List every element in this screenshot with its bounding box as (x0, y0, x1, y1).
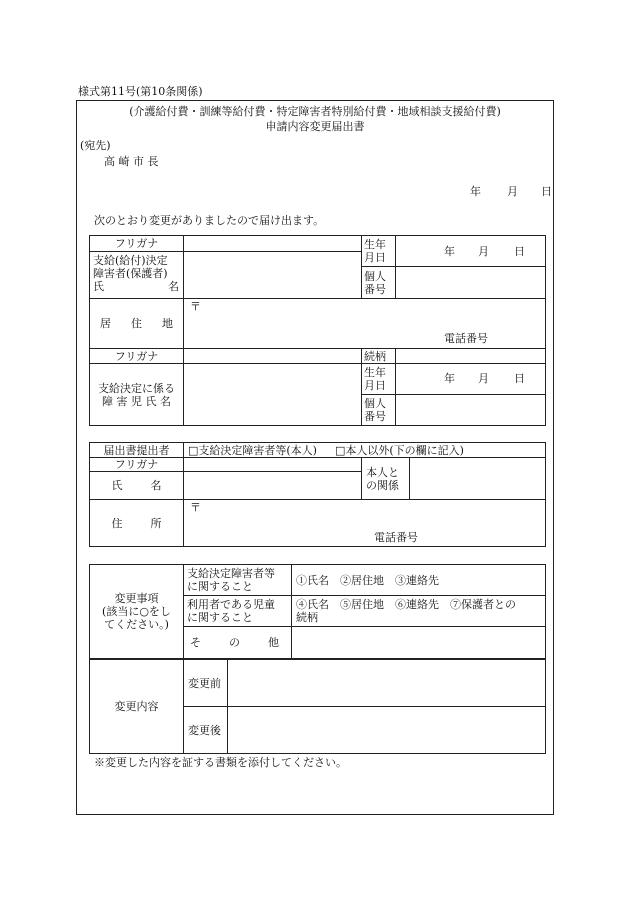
row2-label-cell (184, 596, 292, 627)
date-day: 日 (541, 185, 552, 198)
row3-c: 他 (268, 636, 279, 649)
child-birth-label-1: 生年 (364, 366, 386, 379)
child-birth-day: 日 (514, 372, 525, 385)
before-input[interactable] (228, 660, 546, 707)
relation-label-cell (362, 349, 396, 364)
change-items-label-cell (90, 565, 184, 659)
sub-postal-mark: 〒 (190, 501, 201, 514)
child-name-input[interactable] (184, 364, 362, 426)
child-personal-number-input[interactable] (396, 395, 546, 426)
residence-postal-mark: 〒 (190, 300, 201, 313)
after-label: 変更後 (188, 723, 221, 737)
form-number: 様式第11号(第10条関係) (78, 85, 203, 98)
option-self-checkbox[interactable]: □支給決定障害者等(本人) (188, 443, 317, 457)
row1-options-text: ①氏名 ②居住地 ③連絡先 (296, 573, 439, 587)
birth-label-1: 生年 (364, 238, 386, 251)
change-items-2: (該当に○をし (102, 605, 171, 618)
applicant-label-2: 障害者(保護者) (93, 267, 168, 280)
sub-name-label-cell (90, 472, 184, 500)
submitter-label: 届出書提出者 (103, 443, 170, 457)
date-year: 年 (470, 185, 481, 198)
row3-b: の (229, 636, 240, 649)
submitter-options (184, 443, 546, 458)
furigana2-input[interactable] (184, 349, 362, 364)
personal-label-1: 個人 (364, 269, 386, 283)
sub-address-a: 住 (111, 516, 123, 530)
footnote: ※変更した内容を証する書類を添付してください。 (94, 756, 347, 769)
child-label-1: 支給決定に係る (98, 381, 175, 395)
birth-date-field[interactable] (396, 236, 546, 267)
date-month: 月 (507, 185, 518, 198)
residence-phone-label: 電話番号 (444, 332, 488, 345)
row3-label-cell (184, 627, 292, 659)
row3-a: そ (190, 636, 201, 649)
child-birth-year: 年 (444, 372, 455, 385)
applicant-table (89, 235, 546, 426)
content-label-cell (90, 660, 184, 754)
sub-relation-label-2: の関係 (366, 478, 399, 492)
form-title-line1: (介護給付費・訓練等給付費・特定障害者特別給付費・地域相談支援給付費) (129, 105, 501, 118)
sub-relation-label-1: 本人と (366, 465, 399, 479)
birth-label-cell (362, 236, 396, 267)
sub-furigana-input[interactable] (184, 458, 362, 472)
residence-b: 住 (131, 317, 142, 330)
relation-input[interactable] (396, 349, 546, 364)
form-title: 申請内容変更届出書 (265, 120, 365, 133)
sub-address-label-cell (90, 500, 184, 547)
child-birth-label-cell (362, 364, 396, 395)
child-birth-date-field[interactable] (396, 364, 546, 395)
sub-phone-label: 電話番号 (374, 531, 418, 544)
row2-options[interactable] (292, 596, 546, 627)
change-table (89, 564, 546, 659)
applicant-label-1: 支給(給付)決定 (93, 254, 168, 267)
addressee-label: (宛先) (80, 139, 111, 152)
option-other-checkbox[interactable]: □本人以外(下の欄に記入) (334, 443, 464, 457)
row2-options-1: ④氏名 ⑤居住地 ⑥連絡先 ⑦保護者との (296, 598, 516, 611)
child-name-label-cell (90, 364, 184, 426)
content-label: 変更内容 (114, 700, 159, 713)
child-personal-label-cell (362, 395, 396, 426)
intro-text: 次のとおり変更がありましたので届け出ます。 (94, 214, 325, 227)
birth-label-2: 月日 (364, 251, 386, 264)
sub-furigana-label: フリガナ (114, 458, 159, 471)
applicant-name-label-cell (90, 252, 184, 299)
row2-label-1: 利用者である児童 (187, 598, 275, 611)
birth-year: 年 (444, 245, 455, 258)
sub-furigana-label-cell (90, 458, 184, 472)
furigana-label-cell (90, 236, 184, 252)
before-label: 変更前 (188, 676, 221, 690)
sub-relation-input[interactable] (410, 458, 546, 500)
submitter-label-cell (90, 443, 184, 458)
applicant-name-input[interactable] (184, 252, 362, 299)
change-content-table (89, 659, 546, 754)
sub-name-a: 氏 (111, 479, 123, 492)
after-input[interactable] (228, 707, 546, 754)
submitter-table (89, 442, 546, 547)
personal-number-label-cell (362, 267, 396, 299)
birth-month: 月 (478, 245, 489, 258)
change-items-3: てください。) (104, 618, 169, 631)
applicant-label-3a: 氏 (93, 280, 104, 293)
child-personal-label-1: 個人 (364, 397, 386, 410)
row1-label-cell (184, 565, 292, 596)
personal-number-input[interactable] (396, 267, 546, 299)
child-label-2: 障 害 児 氏 名 (102, 394, 171, 408)
row2-label-2: に関すること (187, 611, 253, 624)
furigana2-label: フリガナ (114, 349, 159, 363)
sub-name-b: 名 (150, 479, 162, 492)
addressee: 高 崎 市 長 (104, 155, 159, 168)
row1-label-1: 支給決定障害者等 (187, 567, 275, 580)
residence-input[interactable] (184, 299, 546, 349)
furigana-label: フリガナ (114, 237, 159, 250)
row1-label-2: に関すること (187, 580, 253, 593)
furigana-input[interactable] (184, 236, 362, 252)
change-items-1: 変更事項 (114, 592, 159, 605)
relation-label: 続柄 (364, 349, 386, 363)
row2-options-2: 続柄 (296, 611, 318, 624)
sub-address-input[interactable] (184, 500, 546, 547)
sub-relation-label-cell (362, 458, 410, 500)
sub-name-input[interactable] (184, 472, 362, 500)
row1-options[interactable] (292, 565, 546, 596)
child-birth-label-2: 月日 (364, 379, 386, 392)
row3-input[interactable] (292, 627, 546, 659)
child-birth-month: 月 (478, 372, 489, 385)
birth-day: 日 (514, 245, 525, 258)
applicant-label-3b: 名 (168, 280, 179, 293)
residence-label-cell (90, 299, 184, 349)
residence-a: 居 (100, 317, 111, 330)
after-label-cell (184, 707, 228, 754)
sub-address-b: 所 (150, 516, 162, 530)
furigana2-label-cell (90, 349, 184, 364)
child-personal-label-2: 番号 (364, 410, 386, 423)
before-label-cell (184, 660, 228, 707)
personal-label-2: 番号 (364, 282, 386, 296)
residence-c: 地 (162, 317, 173, 330)
